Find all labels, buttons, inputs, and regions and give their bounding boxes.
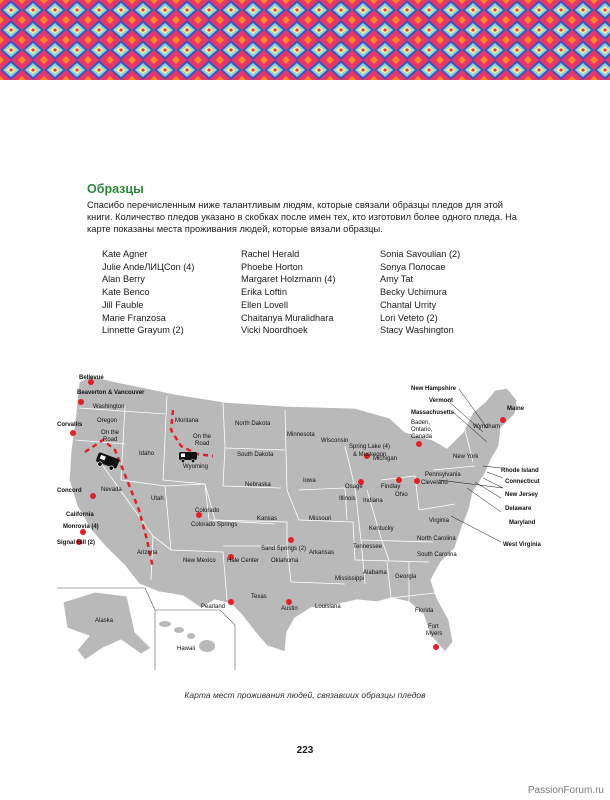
- city-label: Hale Center: [227, 558, 260, 564]
- state-label: Maine: [507, 406, 525, 412]
- state-label: Delaware: [505, 506, 532, 512]
- state-label: Vermont: [429, 398, 454, 404]
- city-label: Osage: [345, 484, 363, 490]
- contributor-name: Kate Agner: [102, 249, 148, 259]
- state-label: Minnesota: [287, 432, 315, 438]
- city-label: Wyndham: [473, 424, 500, 430]
- contributor-name: Phoebe Horton: [241, 261, 303, 272]
- city-dot-wyndham: [500, 417, 506, 423]
- state-label: Arizona: [137, 550, 158, 556]
- state-label: Missouri: [309, 516, 332, 522]
- state-label: Arkansas: [309, 550, 335, 556]
- on-the-road-label: On the: [193, 434, 212, 440]
- state-label: Maryland: [509, 520, 536, 526]
- state-label: Montana: [175, 418, 199, 424]
- state-label: Indiana: [363, 498, 383, 504]
- state-label: Iowa: [303, 478, 316, 484]
- contributor-column-2: [241, 248, 335, 337]
- city-label: Concord: [57, 488, 82, 494]
- state-label: Oklahoma: [271, 558, 299, 564]
- contributor-name: Becky Uchimura: [380, 287, 447, 298]
- contributor-name: Margaret Holzmann (4): [241, 274, 336, 285]
- state-label: Louisiana: [315, 604, 341, 610]
- contributor-name: Rachel Herald: [241, 249, 300, 259]
- contributor-name: Jill Fauble: [102, 299, 144, 310]
- alaska-shape: [63, 592, 151, 660]
- city-label: Beaverton & Vancouver: [77, 390, 145, 396]
- state-label: Massachusetts: [411, 410, 455, 416]
- state-label: California: [66, 512, 94, 518]
- city-dot-concord: [90, 493, 96, 499]
- city-dot-austin: [286, 599, 292, 605]
- state-label: Wisconsin: [321, 438, 349, 444]
- city-label: Sand Springs (2): [261, 546, 307, 552]
- state-label: Oregon: [97, 418, 118, 424]
- state-label: Ohio: [395, 492, 408, 498]
- city-label: Signal Hill (2): [57, 540, 96, 546]
- city-label: Baden,: [411, 420, 431, 426]
- state-label: Kansas: [257, 516, 278, 522]
- city-label: Bellevue: [79, 375, 104, 381]
- contributor-name: Julie AndeЛИЦCon (4): [102, 261, 195, 272]
- state-label: Wyoming: [183, 464, 208, 470]
- contributor-name: Erika Loftin: [241, 287, 287, 298]
- city-label: Colorado Springs: [191, 522, 238, 528]
- decorative-pattern-banner: [0, 0, 610, 80]
- city-dot-cleveland: [414, 478, 420, 484]
- contributor-column-1: [102, 248, 194, 337]
- state-label: New York: [453, 454, 479, 460]
- watermark: PassionForum.ru: [527, 785, 604, 796]
- contributor-name: Sonia Savoulian (2): [380, 249, 461, 259]
- state-label: Pennsylvania: [425, 472, 461, 478]
- contributor-name: Alan Berry: [102, 274, 145, 285]
- on-the-road-label: On the: [101, 430, 120, 436]
- state-label: Florida: [415, 608, 434, 614]
- contributor-name: Lori Veteto (2): [380, 312, 438, 323]
- city-label: Ontario,: [411, 427, 433, 433]
- city-dot-baden: [416, 441, 422, 447]
- contributor-name: Linnette Grayum (2): [102, 325, 184, 336]
- state-label: Alabama: [363, 570, 387, 576]
- contributor-name: Chantal Urrity: [380, 299, 437, 310]
- state-label: North Dakota: [235, 421, 271, 427]
- contributor-name: Ellen Lovell: [241, 299, 288, 310]
- state-label: South Dakota: [237, 452, 274, 458]
- state-label: Utah: [151, 496, 164, 502]
- contributor-name: Chaitanya Muralidhara: [241, 312, 334, 323]
- city-label: Pearland: [201, 604, 226, 610]
- contributor-name: Stacy Washington: [380, 325, 454, 336]
- state-label: Hawaii: [177, 646, 196, 652]
- city-dot-corvallis: [70, 430, 76, 436]
- state-label: Kentucky: [369, 526, 394, 532]
- on-the-road-label: Road: [195, 441, 210, 447]
- city-label: Monrovia (4): [63, 524, 99, 530]
- contributor-name: Marie Franzosa: [102, 312, 166, 323]
- city-label: Myers: [426, 631, 443, 637]
- state-label: Connecticut: [505, 479, 540, 485]
- state-label: Nevada: [101, 487, 122, 493]
- city-dot-sand-springs: [288, 537, 294, 543]
- state-label: Georgia: [395, 574, 417, 580]
- state-label: North Carolina: [417, 536, 456, 542]
- state-label: Colorado: [195, 508, 220, 514]
- state-label: New Hampshire: [411, 386, 457, 392]
- state-label: Michigan: [373, 456, 398, 462]
- contributor-column-3: [380, 248, 460, 337]
- state-label: Texas: [251, 594, 267, 600]
- city-label: Fort: [428, 624, 439, 630]
- city-dot-fort-myers: [433, 644, 439, 650]
- contributor-name: Amy Tat: [380, 274, 414, 285]
- city-dot-pearland: [228, 599, 234, 605]
- us-map: [55, 370, 555, 680]
- state-label: Nebraska: [245, 482, 271, 488]
- city-label: Findlay: [381, 484, 401, 490]
- state-label: Virginia: [429, 518, 449, 524]
- state-label: Washington: [93, 404, 125, 410]
- city-label: Spring Lake (4): [349, 444, 391, 450]
- contributor-name: Sonya Полосае: [380, 261, 446, 272]
- city-label: Cleveland: [421, 480, 448, 486]
- state-label: Idaho: [139, 451, 155, 457]
- city-label: & Muskegon: [353, 452, 387, 458]
- contributor-name: Vicki Noordhoek: [241, 325, 308, 336]
- intro-paragraph: Спасибо перечисленным ниже талантливым людям, которые связали образцы пледов для этой книги. Количество пледов указано в скобках после имен тех, кто изготовил более одного пледа. На карте показаны места проживания людей, которые вязали образцы.: [87, 200, 517, 235]
- city-dot-vancouver: [78, 399, 84, 405]
- state-label: West Virginia: [503, 542, 541, 548]
- section-title: Образцы: [87, 182, 144, 196]
- city-label: Corvallis: [57, 422, 83, 428]
- state-label: Illinois: [339, 496, 356, 502]
- city-dot-findlay: [396, 477, 402, 483]
- state-label: New Mexico: [183, 558, 216, 564]
- contributor-name: Kate Benco: [102, 287, 150, 298]
- city-label: Canada: [411, 434, 433, 440]
- map-caption: Карта мест проживания людей, связавших образцы пледов: [184, 690, 426, 700]
- state-label: Mississippi: [335, 576, 365, 582]
- state-label: South Carolina: [417, 552, 457, 558]
- on-the-road-label: Road: [103, 437, 118, 443]
- hawaii-frame: [155, 610, 235, 670]
- state-label: Rhode Island: [501, 468, 539, 474]
- state-label: New Jersey: [505, 492, 539, 498]
- state-label: Tennessee: [353, 544, 383, 550]
- city-label: Austin: [281, 606, 298, 612]
- page-number: 223: [296, 745, 314, 756]
- state-label: Alaska: [95, 618, 114, 624]
